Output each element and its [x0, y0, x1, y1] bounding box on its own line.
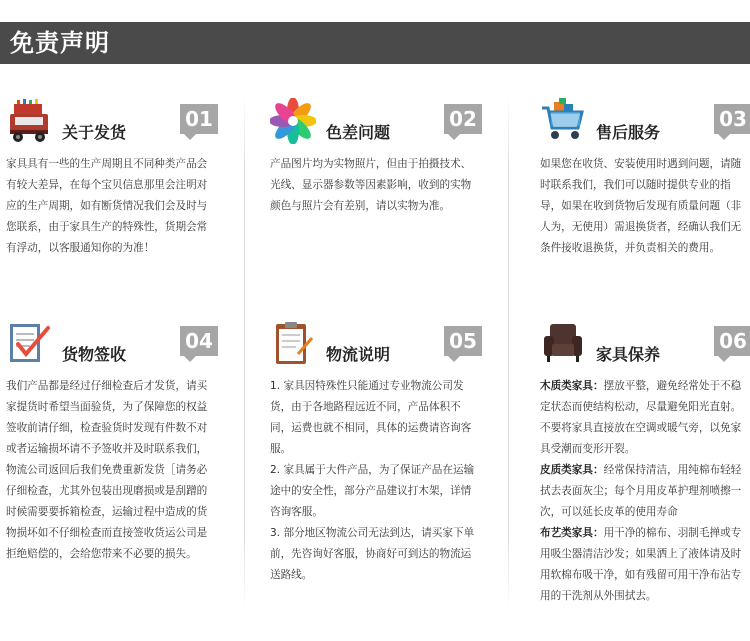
section-title: 家具保养	[596, 345, 661, 364]
care-text: 摆放平整，避免经常处于不稳定状态而使结构松动，尽量避免阳光直射。不要将家具直接放在空调或暖气旁，以免家具受潮而变形开裂。	[540, 380, 742, 455]
truck-icon	[6, 98, 52, 144]
shopping-cart-icon	[540, 98, 586, 144]
care-label: 木质类家具：	[540, 380, 604, 392]
section-number: 04	[180, 326, 218, 356]
logistics-item: 2. 家具属于大件产品，为了保证产品在运输途中的安全性，部分产品建议打木架，详情咨询客服。	[270, 464, 475, 518]
checklist-icon	[6, 320, 52, 366]
care-text: 用干净的棉布、羽制毛掸或专用吸尘器清洁沙发；如果洒上了液体请及时用软棉布吸干净，如有残留可用干净布沾专用的干洗剂从外围拭去。	[540, 527, 742, 602]
care-label: 布艺类家具：	[540, 527, 604, 539]
section-number: 05	[444, 326, 482, 356]
section-number: 02	[444, 104, 482, 134]
section-body	[270, 376, 475, 586]
section-title: 色差问题	[326, 123, 391, 142]
care-item	[540, 376, 745, 460]
section-body: 如果您在收货、安装使用时遇到问题，请随时联系我们，我们可以随时提供专业的指导，如果在收到货物后发现有质量问题（非人为，无使用）需退换货者，经确认我们无条件接收退换货，并负责相关的费用。	[540, 158, 742, 254]
section-title: 物流说明	[326, 345, 391, 364]
care-item	[540, 523, 745, 607]
logistics-item: 3. 部分地区物流公司无法到达，请买家下单前，先咨询好客服，协商好可到达的物流运送路线。	[270, 527, 475, 581]
armchair-icon	[540, 320, 586, 366]
section-title: 货物签收	[62, 345, 127, 364]
section-title: 关于发货	[62, 123, 127, 142]
logistics-item: 1. 家具因特殊性只能通过专业物流公司发货，由于各地路程远近不同，产品体积不同，运费也就不相同，具体的运费请咨询客服。	[270, 380, 472, 455]
section-number: 06	[714, 326, 750, 356]
care-label: 皮质类家具：	[540, 464, 604, 476]
clipboard-icon	[270, 320, 316, 366]
page-title: 免责声明	[10, 29, 110, 57]
section-body: 家具具有一些的生产周期且不同种类产品会有较大差异，在每个宝贝信息那里会注明对应的生产周期，如有断货情况我们会及时与您联系，由于家具生产的特殊性，货期会常有浮动，以客服通知你的为准！	[6, 158, 208, 254]
column-divider	[508, 95, 509, 610]
header-bar	[0, 22, 750, 64]
care-item	[540, 460, 745, 523]
section-number: 03	[714, 104, 750, 134]
care-text: 经常保持清洁，用纯棉布轻轻拭去表面灰尘；每个月用皮革护理剂喷擦一次，可以延长皮革的使用寿命	[540, 464, 742, 518]
section-body: 产品图片均为实物照片，但由于拍摄技术、光线、显示器参数等因素影响，收到的实物颜色与照片会有差别，请以实物为准。	[270, 158, 472, 212]
section-body: 我们产品都是经过仔细检查后才发货，请买家提货时希望当面验货，为了保障您的权益签收前请仔细，检查验货时发现有件数不对或者运输损坏请不予签收并及时联系我们，物流公司返回后我们免费重新发货［请务必仔细检查，尤其外包装出现磨损或是刮蹭的时候需要要拆箱检查，运输过程中造成的货物损坏如不仔细检查而直接签收货运公司是拒绝赔偿的，会给您带来不必要的损失。	[6, 380, 208, 560]
column-divider	[244, 95, 245, 610]
section-number: 01	[180, 104, 218, 134]
section-body	[540, 376, 745, 607]
color-wheel-icon	[270, 98, 316, 144]
section-title: 售后服务	[596, 123, 661, 142]
